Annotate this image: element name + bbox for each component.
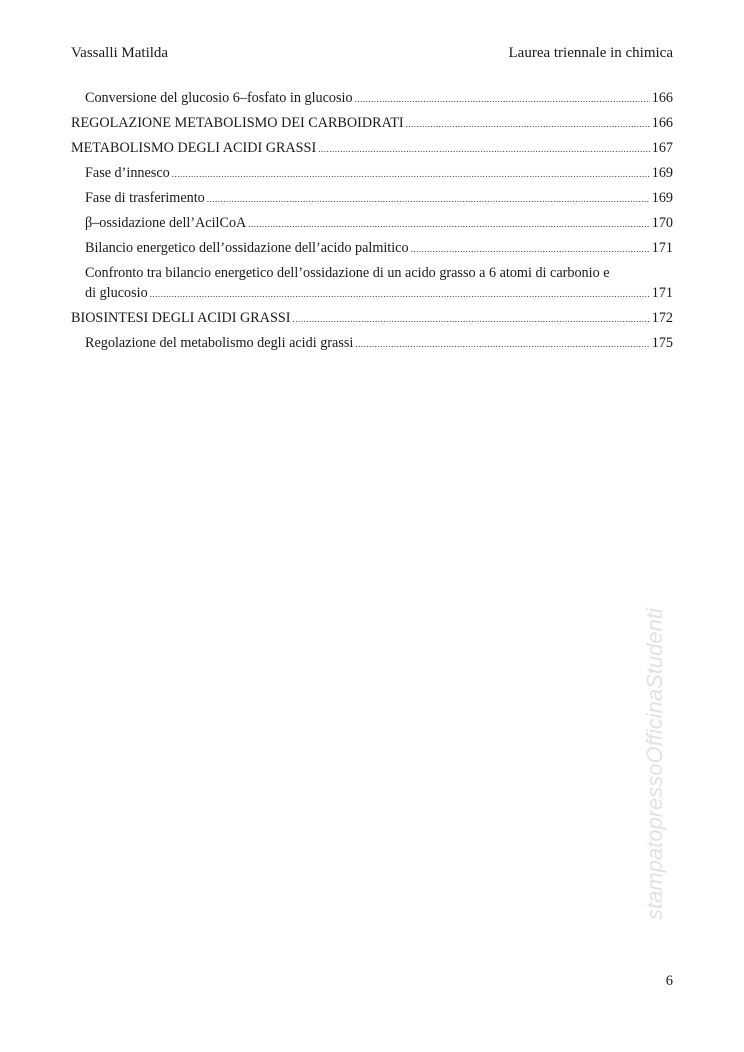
toc-entry-title: Regolazione del metabolismo degli acidi grassi xyxy=(85,335,354,351)
toc-page-number: 171 xyxy=(651,240,673,256)
page-header xyxy=(71,44,673,62)
toc-leader-dots xyxy=(172,165,650,183)
toc-leader-dots xyxy=(248,215,649,233)
toc-page-number: 167 xyxy=(651,140,673,156)
toc-entry[interactable] xyxy=(71,138,673,163)
toc-entry[interactable] xyxy=(71,213,673,238)
toc-leader-dots xyxy=(355,90,650,108)
toc-entry[interactable] xyxy=(71,308,673,333)
toc-entry-title-line2: di glucosio xyxy=(85,285,148,301)
toc-page-number: 169 xyxy=(651,190,673,206)
toc-entry[interactable] xyxy=(71,263,673,308)
toc-entry-title: β–ossidazione dell’AcilCoA xyxy=(85,215,247,231)
toc-entry[interactable] xyxy=(71,188,673,213)
toc-page-number: 166 xyxy=(651,115,673,131)
toc-entry-title: METABOLISMO DEGLI ACIDI GRASSI xyxy=(71,140,317,156)
toc-leader-dots xyxy=(406,115,650,133)
toc-entry-title: BIOSINTESI DEGLI ACIDI GRASSI xyxy=(71,310,291,326)
toc-entry-title: Fase d’innesco xyxy=(85,165,170,181)
toc-entry[interactable] xyxy=(71,113,673,138)
toc-leader-dots xyxy=(207,190,650,208)
toc-entry[interactable] xyxy=(71,88,673,113)
toc-page-number: 170 xyxy=(651,215,673,231)
toc-leader-dots xyxy=(411,240,650,258)
header-author: Vassalli Matilda xyxy=(71,45,169,61)
toc-page-number: 172 xyxy=(651,310,673,326)
toc-entry-title-line1: Confronto tra bilancio energetico dell’ossidazione di un acido grasso a 6 atomi di carbonio e xyxy=(85,265,610,281)
toc-page-number: 169 xyxy=(651,165,673,181)
toc-entry[interactable] xyxy=(71,333,673,358)
toc-page-number: 171 xyxy=(651,285,673,301)
toc-entry-title: Fase di trasferimento xyxy=(85,190,205,206)
toc-page-number: 175 xyxy=(651,335,673,351)
toc-entry-title: Conversione del glucosio 6–fosfato in glucosio xyxy=(85,90,353,106)
page-number: 6 xyxy=(665,973,673,989)
toc-leader-dots xyxy=(318,140,650,158)
toc-entry-title: REGOLAZIONE METABOLISMO DEI CARBOIDRATI xyxy=(71,115,404,131)
header-course: Laurea triennale in chimica xyxy=(508,45,673,61)
toc-leader-dots xyxy=(150,285,650,303)
toc-leader-dots xyxy=(355,335,649,353)
watermark-text: stampatopressoOfficinaStudenti xyxy=(642,608,667,920)
toc-entry[interactable] xyxy=(71,238,673,263)
toc-entry-title: Bilancio energetico dell’ossidazione dell’acido palmitico xyxy=(85,240,409,256)
toc-leader-dots xyxy=(293,310,650,328)
table-of-contents xyxy=(71,88,673,358)
toc-page-number: 166 xyxy=(651,90,673,106)
toc-entry[interactable] xyxy=(71,163,673,188)
